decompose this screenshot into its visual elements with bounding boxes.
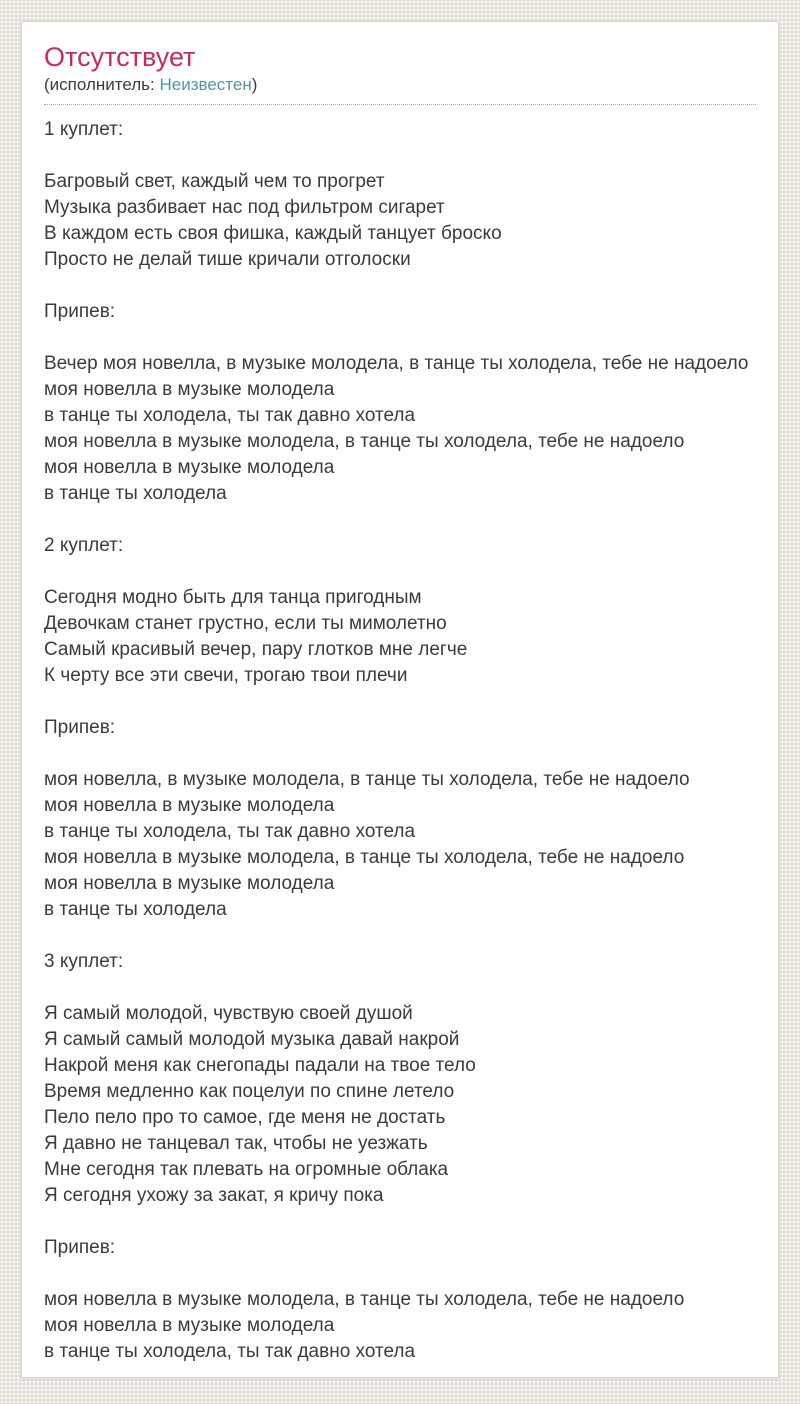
lyrics-line: моя новелла в музыке молодела [44, 795, 335, 816]
lyrics-block [44, 533, 756, 559]
artist-link[interactable]: Неизвестен [159, 75, 252, 94]
lyrics-line: моя новелла в музыке молодела [44, 457, 335, 478]
lyrics-line: Просто не делай тише кричали отголоски [44, 249, 411, 270]
lyrics-block [44, 1001, 756, 1209]
lyrics-line: Мне сегодня так плевать на огромные облака [44, 1159, 449, 1180]
lyrics-line: Я давно не танцевал так, чтобы не уезжать [44, 1133, 428, 1154]
lyrics-block [44, 169, 756, 273]
lyrics-card [21, 21, 779, 1378]
lyrics-line: моя новелла в музыке молодела [44, 1315, 335, 1336]
lyrics-text [44, 117, 756, 1365]
lyrics-line: в танце ты холодела, ты так давно хотела [44, 1341, 416, 1362]
lyrics-line: моя новелла в музыке молодела [44, 873, 335, 894]
lyrics-line: 3 куплет: [44, 951, 124, 972]
lyrics-block [44, 117, 756, 143]
lyrics-line: Сегодня модно быть для танца пригодным [44, 587, 422, 608]
lyrics-line: Самый красивый вечер, пару глотков мне легче [44, 639, 468, 660]
lyrics-line: моя новелла в музыке молодела, в танце ты холодела, тебе не надоело [44, 431, 685, 452]
lyrics-line: Я сегодня ухожу за закат, я кричу пока [44, 1185, 384, 1206]
lyrics-line: моя новелла в музыке молодела, в танце ты холодела, тебе не надоело [44, 1289, 685, 1310]
lyrics-line: моя новелла в музыке молодела [44, 379, 335, 400]
lyrics-line: Припев: [44, 1237, 116, 1258]
page-title: Отсутствует [44, 42, 196, 72]
lyrics-line: Припев: [44, 301, 116, 322]
lyrics-block [44, 1235, 756, 1261]
lyrics-block [44, 767, 756, 923]
lyrics-block [44, 585, 756, 689]
lyrics-line: Музыка разбивает нас под фильтром сигарет [44, 197, 445, 218]
lyrics-line: в танце ты холодела [44, 483, 227, 504]
lyrics-block [44, 949, 756, 975]
lyrics-line: Накрой меня как снегопады падали на твое тело [44, 1055, 476, 1076]
lyrics-line: Багровый свет, каждый чем то прогрет [44, 171, 385, 192]
lyrics-line: Вечер моя новелла, в музыке молодела, в танце ты холодела, тебе не надоело [44, 353, 749, 374]
lyrics-line: в танце ты холодела, ты так давно хотела [44, 405, 416, 426]
lyrics-line: Девочкам станет грустно, если ты мимолетно [44, 613, 447, 634]
lyrics-line: Я самый молодой, чувствую своей душой [44, 1003, 413, 1024]
lyrics-line: В каждом есть своя фишка, каждый танцует броско [44, 223, 502, 244]
lyrics-line: в танце ты холодела [44, 899, 227, 920]
lyrics-block [44, 715, 756, 741]
lyrics-line: 2 куплет: [44, 535, 124, 556]
lyrics-block [44, 351, 756, 507]
artist-label-prefix: (исполнитель: [44, 75, 160, 94]
lyrics-line: в танце ты холодела, ты так давно хотела [44, 821, 416, 842]
lyrics-line: Припев: [44, 717, 116, 738]
lyrics-line: 1 куплет: [44, 119, 124, 140]
artist-line [44, 72, 756, 105]
lyrics-line: моя новелла в музыке молодела, в танце ты холодела, тебе не надоело [44, 847, 685, 868]
lyrics-line: Я самый самый молодой музыка давай накрой [44, 1029, 460, 1050]
lyrics-line: Пело пело про то самое, где меня не достать [44, 1107, 446, 1128]
lyrics-line: Время медленно как поцелуи по спине летело [44, 1081, 455, 1102]
artist-label-suffix: ) [251, 75, 258, 94]
lyrics-block [44, 299, 756, 325]
lyrics-block [44, 1287, 756, 1365]
lyrics-line: моя новелла, в музыке молодела, в танце ты холодела, тебе не надоело [44, 769, 690, 790]
lyrics-line: К черту все эти свечи, трогаю твои плечи [44, 665, 408, 686]
